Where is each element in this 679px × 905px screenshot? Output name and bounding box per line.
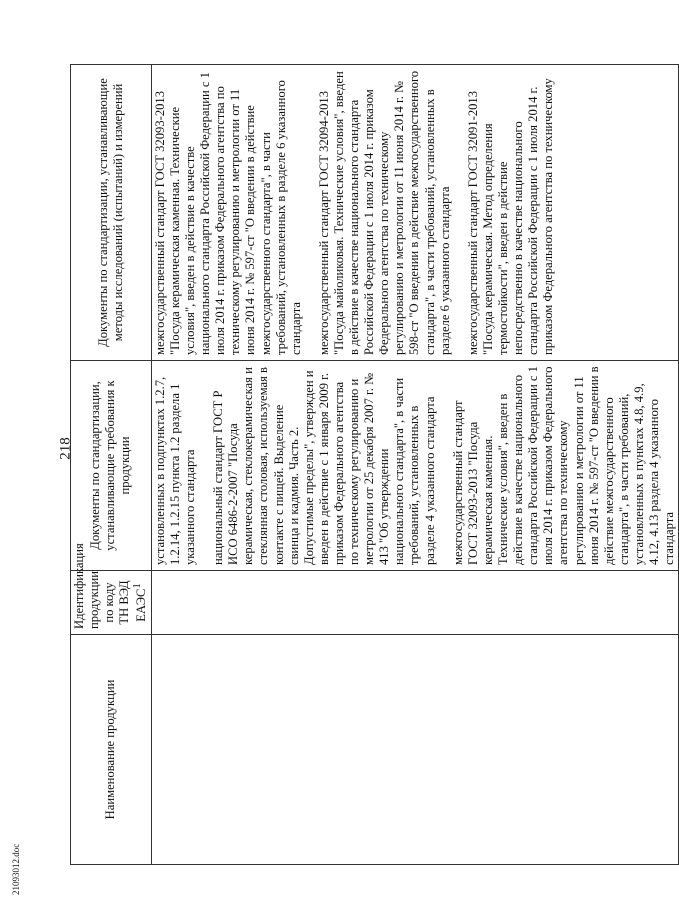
methods-paragraph: межгосударственный стандарт ГОСТ 32093-2013 "Посуда керамическая каменная. Технические условия", введен в действие в качестве национального стандарта Российской Федерации с 1 июля 2014 г. приказом Федерального агентства по техническому регулированию и метрологии от 11 июня 2014 г. № 597-ст "О введении в действие межгосударственного стандарта", в части требований, установленных в разделе 6 указанного стандарта <box>152 72 303 355</box>
rotated-page-content <box>70 65 677 865</box>
header-requirements-docs <box>71 361 152 571</box>
table-header-row <box>71 65 152 865</box>
cell-methods <box>151 65 679 361</box>
header-product-code-text: Идентификация продукции по коду ТН ВЭД ЕАЭС <box>72 543 149 629</box>
cell-requirements <box>151 361 679 571</box>
header-product-name <box>71 635 152 865</box>
methods-paragraph: межгосударственный стандарт ГОСТ 32094-2013 "Посуда майоликовая. Технические условия", введен в действие в качестве национального стандарта Российской Федерации с 1 июля 2014 г. приказом Федерального агентства по техническому регулированию и метрологии от 11 июня 2014 г. № 598-ст "О введении в действие межгосударственного стандарта", в части требований, установленных в разделе 6 указанного стандарта <box>316 70 452 355</box>
header-methods-docs-text: Документы по стандартизации, устанавливающие методы исследований (испытаний) и измерений <box>95 78 125 347</box>
document-code: 21093012.doc <box>11 843 21 895</box>
table-row <box>151 65 679 865</box>
cell-product-code <box>151 571 679 635</box>
header-methods-docs <box>71 65 152 361</box>
page-number: 218 <box>57 437 74 460</box>
header-product-name-text: Наименование продукции <box>103 679 118 820</box>
methods-paragraph: межгосударственный стандарт ГОСТ 32091-2013 "Посуда керамическая. Метод определения термостойкости", введен в действие непосредственно в качестве национального стандарта Российской Федерации с 1 июля 2014 г. приказом Федерального агентства по техническому <box>465 78 556 355</box>
requirements-paragraph: межгосударственный стандарт ГОСТ 32093-2013 "Посуда керамическая каменная. Технические условия", введен в действие в качестве национального стандарта Российской Федерации с 1 июля 2014 г. приказом Федерального агентства по техническому регулированию и метрологии от 11 июня 2014 г. № 597-ст "О введении в действие межгосударственного стандарта", в части требований, установленных в пунктах 4.8, 4.9, 4.12, 4.13 раздела 4 указанного стандарта <box>450 366 677 565</box>
requirements-paragraph: установленных в подпунктах 1.2.7, 1.2.14, 1.2.15 пункта 1.2 раздела 1 указанного стандарта <box>152 376 197 565</box>
standards-table <box>70 64 679 865</box>
header-requirements-docs-text: Документы по стандартизации, устанавливающие требования к продукции <box>88 380 133 551</box>
footnote-marker: 1 <box>132 583 144 589</box>
header-product-code <box>71 543 152 635</box>
requirements-paragraph: национальный стандарт ГОСТ Р ИСО 6486-2-2007 "Посуда керамическая, стеклокерамическая и стеклянная столовая, используемая в контакте с пищей. Выделение свинца и кадмия. Часть 2. Допустимые пределы", утвержден и введен в действие с 1 января 2009 г. приказом Федерального агентства по техническому регулированию и метрологии от 25 декабря 2007 г. № 413 "Об утверждении национального стандарта", в части требований, установленных в разделе 4 указанного стандарта <box>211 366 437 565</box>
cell-product-name <box>151 635 679 865</box>
